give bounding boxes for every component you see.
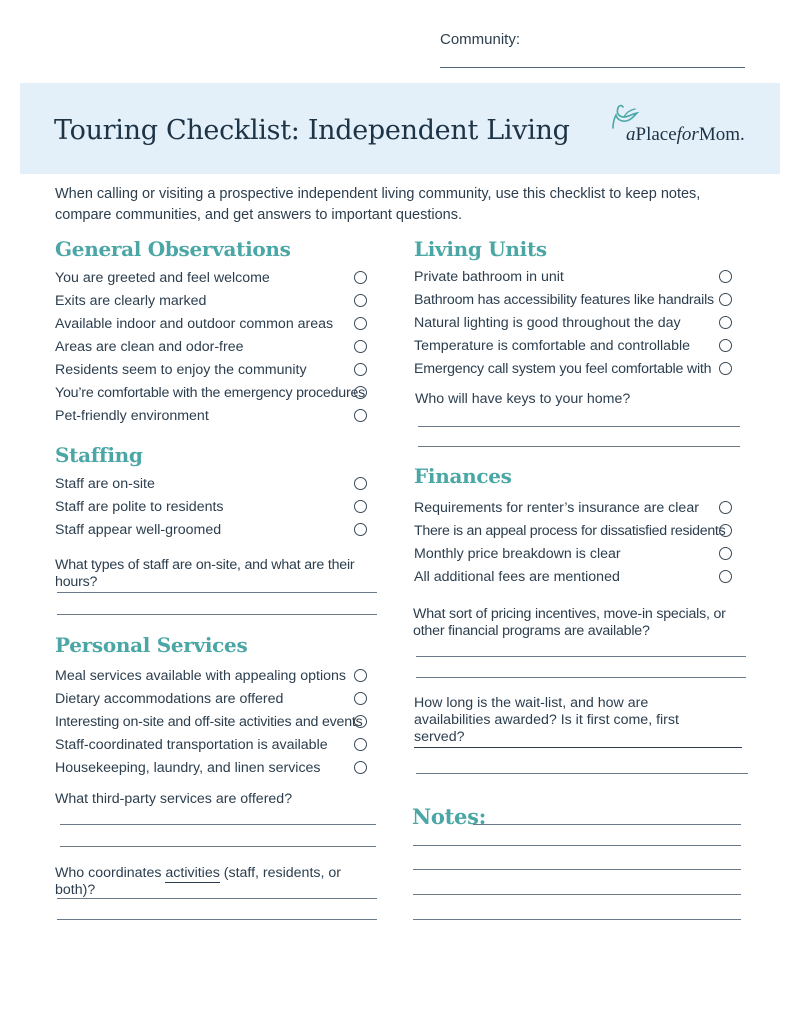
checkbox-circle[interactable] — [354, 477, 367, 490]
checklist-item: All additional fees are mentioned — [414, 568, 744, 591]
checklist-item: Requirements for renter’s insurance are clear — [414, 499, 744, 522]
notes-line[interactable] — [413, 919, 741, 920]
staffing-list — [55, 475, 370, 544]
checkbox-circle[interactable] — [354, 363, 367, 376]
living-units-heading: Living Units — [414, 237, 547, 261]
checkbox-circle[interactable] — [354, 317, 367, 330]
checkbox-circle[interactable] — [354, 738, 367, 751]
personal-services-heading: Personal Services — [55, 633, 248, 657]
page-title: Touring Checklist: Independent Living — [54, 115, 570, 146]
checklist-item: Pet-friendly environment — [55, 407, 370, 430]
checkbox-circle[interactable] — [719, 270, 732, 283]
checkbox-circle[interactable] — [719, 524, 732, 537]
checkbox-circle[interactable] — [354, 761, 367, 774]
checkbox-circle[interactable] — [719, 339, 732, 352]
finances-list — [414, 499, 744, 591]
activities-underlined: activities — [165, 865, 220, 881]
answer-line[interactable] — [416, 656, 746, 657]
personal-services-list — [55, 667, 370, 782]
answer-line[interactable] — [57, 592, 377, 593]
notes-line[interactable] — [473, 824, 741, 825]
title-banner — [20, 83, 780, 174]
finances-heading: Finances — [414, 464, 512, 488]
checkbox-circle[interactable] — [719, 501, 732, 514]
intro-paragraph: When calling or visiting a prospective independent living community, use this checklist to keep notes, compare communities, and get answers to important questions. — [55, 186, 701, 223]
third-party-question: What third-party services are offered? — [55, 791, 293, 807]
checklist-item: Meal services available with appealing options — [55, 667, 370, 690]
a-place-for-mom-logo — [610, 104, 760, 152]
checklist-item: Residents seem to enjoy the community — [55, 361, 370, 384]
checklist-item: You are greeted and feel welcome — [55, 269, 370, 292]
keys-question: Who will have keys to your home? — [415, 391, 631, 407]
checkbox-circle[interactable] — [354, 340, 367, 353]
checklist-item: Staff are polite to residents — [55, 498, 370, 521]
checklist-item: Dietary accommodations are offered — [55, 690, 370, 713]
checklist-item: Staff-coordinated transportation is available — [55, 736, 370, 759]
checkbox-circle[interactable] — [354, 500, 367, 513]
checkbox-circle[interactable] — [354, 386, 367, 399]
checkbox-circle[interactable] — [354, 294, 367, 307]
notes-line[interactable] — [413, 845, 741, 846]
community-field-line[interactable] — [440, 67, 745, 68]
checklist-item: Housekeeping, laundry, and linen services — [55, 759, 370, 782]
living-units-list — [414, 268, 744, 383]
community-label: Community: — [440, 31, 521, 48]
staffing-heading: Staffing — [55, 443, 143, 467]
checklist-item: Emergency call system you feel comfortable with — [414, 360, 744, 383]
checklist-item: Monthly price breakdown is clear — [414, 545, 744, 568]
notes-line[interactable] — [413, 894, 741, 895]
checklist-item: Staff are on-site — [55, 475, 370, 498]
checklist-item: Bathroom has accessibility features like handrails — [414, 291, 744, 314]
checkbox-circle[interactable] — [354, 715, 367, 728]
checkbox-circle[interactable] — [354, 271, 367, 284]
checkbox-circle[interactable] — [719, 362, 732, 375]
answer-line[interactable] — [416, 677, 746, 678]
checkbox-circle[interactable] — [354, 692, 367, 705]
checkbox-circle[interactable] — [354, 523, 367, 536]
checklist-item: Areas are clean and odor-free — [55, 338, 370, 361]
answer-line[interactable] — [418, 426, 740, 427]
answer-line[interactable] — [416, 773, 748, 774]
answer-line[interactable] — [414, 747, 742, 748]
answer-line[interactable] — [418, 446, 740, 447]
checkbox-circle[interactable] — [719, 293, 732, 306]
notes-line[interactable] — [413, 869, 741, 870]
checklist-item: You’re comfortable with the emergency procedures — [55, 385, 366, 401]
checklist-item: Available indoor and outdoor common areas — [55, 315, 370, 338]
checkbox-circle[interactable] — [719, 570, 732, 583]
general-observations-heading: General Observations — [55, 237, 291, 261]
general-observations-list — [55, 269, 370, 430]
notes-heading: Notes: — [412, 804, 487, 829]
checklist-item: Interesting on-site and off-site activities and events — [55, 713, 370, 736]
checklist-item: There is an appeal process for dissatisfied residents — [414, 522, 744, 545]
answer-line[interactable] — [60, 824, 376, 825]
answer-line[interactable] — [60, 846, 376, 847]
logo-wordmark: aPlaceforMom. — [626, 124, 745, 145]
staff-hours-question: What types of staff are on-site, and what are their hours? — [55, 557, 355, 590]
checklist-item: Exits are clearly marked — [55, 292, 370, 315]
checklist-item: Natural lighting is good throughout the day — [414, 314, 744, 337]
checkbox-circle[interactable] — [719, 316, 732, 329]
answer-line[interactable] — [57, 898, 377, 899]
wait-list-question: How long is the wait-list, and how are availabilities awarded? Is it first come, first served? — [414, 695, 679, 745]
checklist-item: Temperature is comfortable and controllable — [414, 337, 744, 360]
checkbox-circle[interactable] — [354, 669, 367, 682]
pricing-incentives-question: What sort of pricing incentives, move-in specials, or other financial programs are available? — [413, 606, 726, 639]
checkbox-circle[interactable] — [719, 547, 732, 560]
checklist-item: Private bathroom in unit — [414, 268, 744, 291]
checkbox-circle[interactable] — [354, 409, 367, 422]
checklist-item: Staff appear well-groomed — [55, 521, 370, 544]
answer-line[interactable] — [57, 614, 377, 615]
answer-line[interactable] — [57, 919, 377, 920]
activities-question: Who coordinates activities (staff, residents, or both)? — [55, 865, 341, 898]
